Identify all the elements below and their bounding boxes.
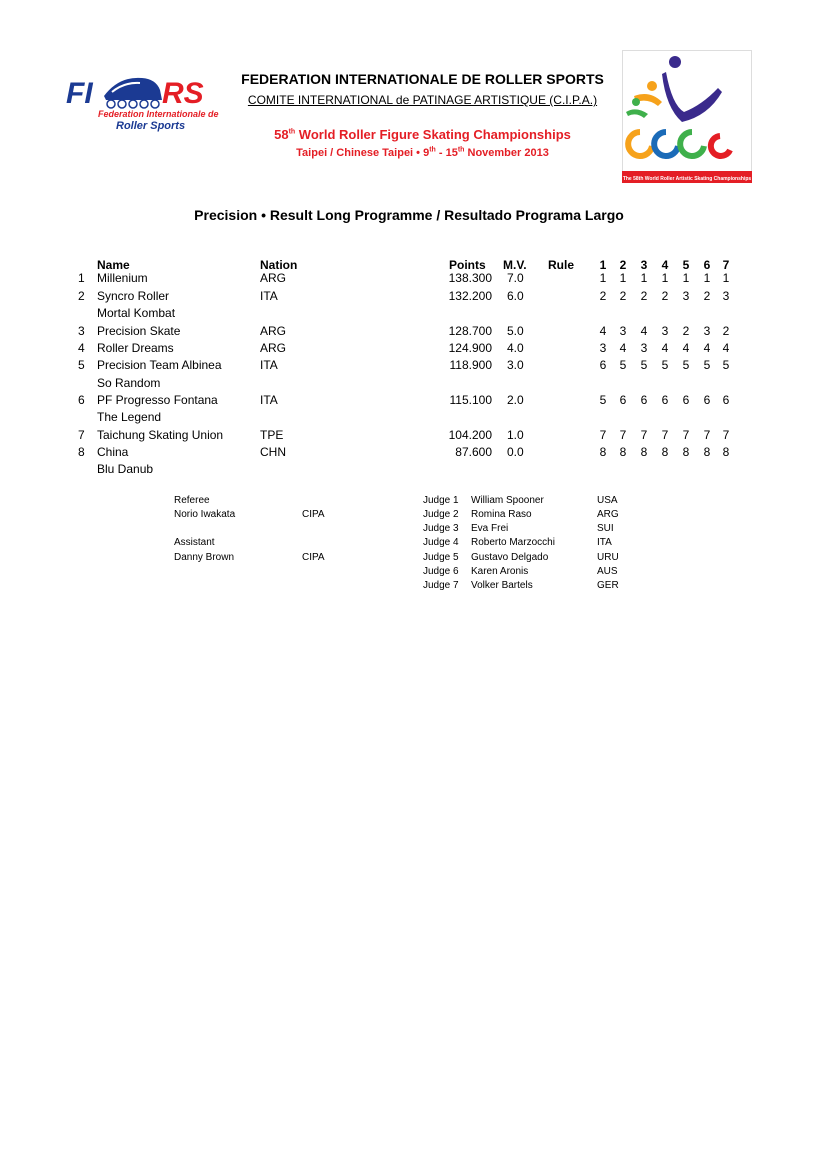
judge-label: Judge 6 (423, 566, 459, 577)
location-text: Taipei / Chinese Taipei • 9 (296, 147, 430, 159)
table-row-continued (0, 410, 818, 427)
judge-name: Gustavo Delgado (471, 552, 549, 563)
team-name: PF Progresso Fontana (97, 393, 218, 407)
judge-place: 5 (722, 358, 730, 372)
table-row (0, 289, 818, 306)
rank: 8 (78, 445, 85, 459)
judge-place: 6 (703, 393, 711, 407)
judge-place: 3 (703, 324, 711, 338)
col-judge-4: 4 (661, 258, 669, 272)
logo-text-rs: RS (162, 77, 204, 110)
points: 138.300 (448, 271, 492, 285)
mv: 3.0 (507, 358, 524, 372)
logo-sub-line2: Roller Sports (116, 120, 186, 132)
table-row (0, 445, 818, 462)
judge-place: 2 (619, 289, 627, 303)
mv: 6.0 (507, 289, 524, 303)
mv: 7.0 (507, 271, 524, 285)
judge-place: 4 (722, 341, 730, 355)
judge-place: 5 (640, 358, 648, 372)
judge-label: Judge 1 (423, 495, 459, 506)
nation: ARG (260, 324, 287, 338)
judge-place: 6 (599, 358, 607, 372)
table-row (0, 324, 818, 341)
program-name: Mortal Kombat (97, 306, 176, 320)
rank: 4 (78, 341, 85, 355)
mv: 5.0 (507, 324, 524, 338)
judge-place: 8 (682, 445, 690, 459)
judge-place: 4 (619, 341, 627, 355)
nation: ARG (260, 341, 287, 355)
assistant-label: Assistant (174, 537, 215, 548)
rank: 1 (78, 271, 85, 285)
judge-place: 8 (619, 445, 627, 459)
judge-nation: USA (597, 495, 618, 506)
date-end: November 2013 (464, 147, 549, 159)
judge-place: 3 (661, 324, 669, 338)
judge-place: 2 (640, 289, 648, 303)
judge-name: Volker Bartels (471, 580, 533, 591)
judge-place: 6 (661, 393, 669, 407)
team-name: Roller Dreams (97, 341, 174, 355)
judge-place: 4 (599, 324, 607, 338)
points: 124.900 (448, 341, 492, 355)
team-name: China (97, 445, 129, 459)
col-judge-2: 2 (619, 258, 627, 272)
mv: 0.0 (507, 445, 524, 459)
judge-place: 6 (722, 393, 730, 407)
judge-place: 3 (599, 341, 607, 355)
date-sup-end: th (457, 146, 465, 154)
table-row-continued (0, 462, 818, 479)
col-rule: Rule (548, 258, 575, 272)
team-name: Syncro Roller (97, 289, 170, 303)
federation-subtitle: COMITE INTERNATIONAL de PATINAGE ARTISTIQUE (C.I.P.A.) (247, 93, 598, 107)
judge-place: 7 (661, 428, 669, 442)
judge-name: Karen Aronis (471, 566, 529, 577)
col-judge-3: 3 (640, 258, 648, 272)
table-row-continued (0, 306, 818, 323)
judge-label: Judge 2 (423, 509, 459, 520)
judge-label: Judge 7 (423, 580, 459, 591)
judge-place: 5 (703, 358, 711, 372)
judge-place: 6 (640, 393, 648, 407)
judge-place: 2 (599, 289, 607, 303)
judge-place: 1 (640, 271, 648, 285)
championship-sup: th (288, 128, 296, 136)
assistant-name: Danny Brown (174, 552, 235, 563)
col-judge-1: 1 (599, 258, 607, 272)
logo-text-fi: FI (66, 77, 93, 110)
judge-place: 7 (599, 428, 607, 442)
col-name: Name (97, 258, 130, 272)
championship-name: World Roller Figure Skating Championships (295, 127, 571, 142)
judge-place: 2 (682, 324, 690, 338)
judge-place: 8 (703, 445, 711, 459)
judge-nation: ITA (597, 537, 612, 548)
col-points: Points (449, 258, 486, 272)
judge-place: 7 (640, 428, 648, 442)
championship-title (230, 127, 615, 142)
points: 104.200 (448, 428, 492, 442)
judge-place: 2 (661, 289, 669, 303)
referee-name: Norio Iwakata (174, 509, 236, 520)
championship-number: 58 (274, 127, 289, 142)
judge-place: 1 (619, 271, 627, 285)
judge-place: 1 (599, 271, 607, 285)
judge-name: Roberto Marzocchi (471, 537, 555, 548)
judge-label: Judge 5 (423, 552, 459, 563)
logo-sub-line1: Federation Internationale de (98, 109, 219, 119)
rank: 6 (78, 393, 85, 407)
judge-place: 1 (661, 271, 669, 285)
judge-nation: URU (597, 552, 619, 563)
table-row (0, 358, 818, 375)
col-judge-6: 6 (703, 258, 711, 272)
judge-place: 8 (722, 445, 730, 459)
judge-name: Eva Frei (471, 523, 509, 534)
championship-location-date (230, 147, 615, 159)
nation: ITA (260, 289, 278, 303)
firs-logo (64, 70, 220, 132)
nation: CHN (260, 445, 286, 459)
judge-place: 4 (682, 341, 690, 355)
judge-place: 1 (682, 271, 690, 285)
mv: 1.0 (507, 428, 524, 442)
nation: ARG (260, 271, 287, 285)
table-row-continued (0, 376, 818, 393)
rank: 2 (78, 289, 85, 303)
judge-place: 8 (599, 445, 607, 459)
judge-place: 7 (682, 428, 690, 442)
judge-place: 2 (703, 289, 711, 303)
team-name: Taichung Skating Union (97, 428, 224, 442)
judge-place: 5 (599, 393, 607, 407)
nation: ITA (260, 393, 278, 407)
team-name: Millenium (97, 271, 148, 285)
table-row (0, 428, 818, 445)
col-nation: Nation (260, 258, 298, 272)
date-mid: - 15 (435, 147, 458, 159)
points: 132.200 (448, 289, 492, 303)
judge-place: 7 (722, 428, 730, 442)
table-row (0, 393, 818, 410)
table-row (0, 271, 818, 288)
judge-place: 7 (619, 428, 627, 442)
rank: 3 (78, 324, 85, 338)
team-name: Precision Team Albinea (97, 358, 222, 372)
col-judge-7: 7 (722, 258, 730, 272)
judge-place: 1 (703, 271, 711, 285)
judge-nation: ARG (597, 509, 619, 520)
judge-label: Judge 3 (423, 523, 459, 534)
judge-nation: AUS (597, 566, 618, 577)
mv: 4.0 (507, 341, 524, 355)
judge-place: 5 (682, 358, 690, 372)
judge-nation: SUI (597, 523, 614, 534)
result-title: Precision • Result Long Programme / Resultado Programa Largo (194, 207, 624, 223)
judge-place: 6 (682, 393, 690, 407)
judge-place: 4 (703, 341, 711, 355)
judge-place: 5 (661, 358, 669, 372)
assistant-org: CIPA (302, 552, 325, 563)
judge-place: 4 (661, 341, 669, 355)
team-name: Precision Skate (97, 324, 181, 338)
col-mv: M.V. (503, 258, 527, 272)
judge-place: 1 (722, 271, 730, 285)
rank: 5 (78, 358, 85, 372)
points: 87.600 (455, 445, 492, 459)
logo-caption: The 58th World Roller Artistic Skating Championships (622, 176, 752, 182)
judge-place: 8 (640, 445, 648, 459)
judge-place: 3 (682, 289, 690, 303)
table-row (0, 341, 818, 358)
program-name: The Legend (97, 410, 162, 424)
roller-skate-icon (104, 78, 162, 108)
mv: 2.0 (507, 393, 524, 407)
rank: 7 (78, 428, 85, 442)
nation: ITA (260, 358, 278, 372)
program-name: So Random (97, 376, 161, 390)
judge-place: 2 (722, 324, 730, 338)
referee-org: CIPA (302, 509, 325, 520)
referee-label: Referee (174, 495, 210, 506)
points: 115.100 (449, 393, 492, 407)
judge-place: 4 (640, 324, 648, 338)
judge-place: 8 (661, 445, 669, 459)
points: 128.700 (448, 324, 492, 338)
nation: TPE (260, 428, 284, 442)
judge-place: 5 (619, 358, 627, 372)
judge-place: 6 (619, 393, 627, 407)
judge-place: 3 (619, 324, 627, 338)
program-name: Blu Danub (97, 462, 154, 476)
date-sup-start: th (429, 146, 436, 154)
judge-nation: GER (597, 580, 619, 591)
championship-logo (622, 50, 752, 183)
col-judge-5: 5 (682, 258, 690, 272)
judge-place: 7 (703, 428, 711, 442)
points: 118.900 (449, 358, 492, 372)
judge-name: Romina Raso (471, 509, 532, 520)
judge-name: William Spooner (471, 495, 544, 506)
federation-title: FEDERATION INTERNATIONALE DE ROLLER SPORTS (241, 71, 604, 87)
judge-label: Judge 4 (423, 537, 459, 548)
judge-place: 3 (722, 289, 730, 303)
judge-place: 3 (640, 341, 648, 355)
